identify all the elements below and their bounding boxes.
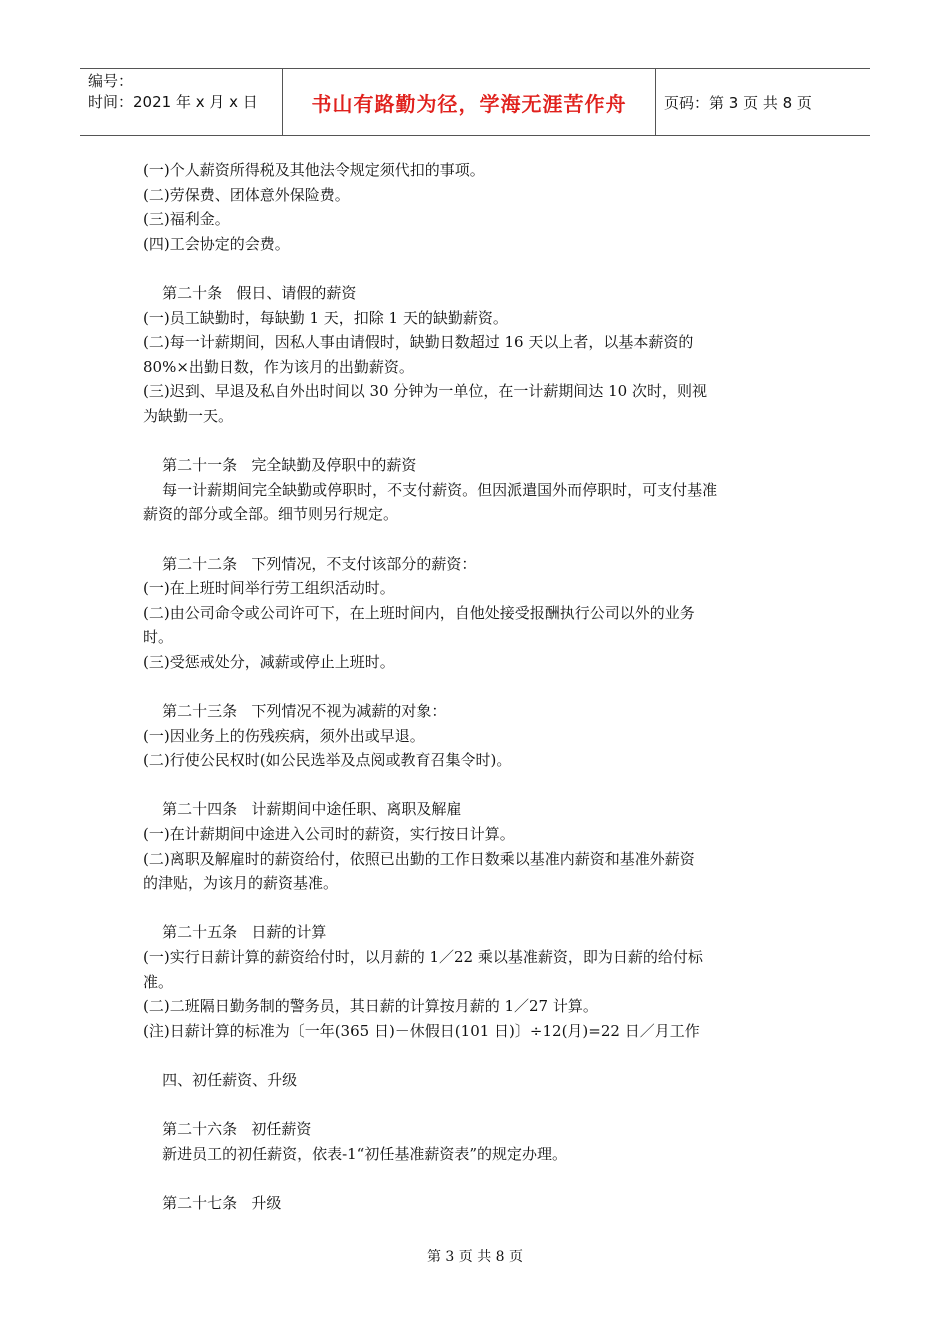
blank-line <box>143 256 803 281</box>
article-heading: 第二十六条 初任薪资 <box>143 1120 312 1139</box>
article-heading: 第二十五条 日薪的计算 <box>143 923 327 942</box>
paragraph-line: (注)日薪计算的标准为〔一年(365 日)－休假日(101 日)〕÷12(月)=22 日／月工作 <box>143 1021 700 1040</box>
paragraph-line: (二)由公司命令或公司许可下，在上班时间内，自他处接受报酬执行公司以外的业务 <box>143 603 695 622</box>
paragraph-line: (一)员工缺勤时，每缺勤 1 天，扣除 1 天的缺勤薪资。 <box>143 308 508 327</box>
paragraph-line: (一)因业务上的伤残疾病，须外出或早退。 <box>143 726 425 745</box>
paragraph-line: 新进员工的初任薪资，依表-1“初任基准薪资表”的规定办理。 <box>143 1144 568 1163</box>
paragraph-line: (一)个人薪资所得税及其他法令规定须代扣的事项。 <box>143 161 485 179</box>
article-heading: 第二十条 假日、请假的薪资 <box>143 283 357 302</box>
blank-line <box>143 1093 803 1118</box>
paragraph-line: (一)在计薪期间中途进入公司时的薪资，实行按日计算。 <box>143 825 515 844</box>
paragraph-line: 每一计薪期间完全缺勤或停职时，不支付薪资。但因派遣国外而停职时，可支付基准 <box>143 480 718 499</box>
blank-line <box>143 896 803 921</box>
serial-label: 编号： <box>88 72 134 90</box>
header-page-info: 页码：第 3 页 共 8 页 <box>664 94 812 112</box>
paragraph-line: (二)离职及解雇时的薪资给付，依照已出勤的工作日数乘以基准内薪资和基准外薪资 <box>143 849 695 868</box>
paragraph-line: (二)行使公民权时(如公民选举及点阅或教育召集令时)。 <box>143 751 512 770</box>
header-meta <box>88 71 278 113</box>
blank-line <box>143 527 803 552</box>
section-heading: 四、初任薪资、升级 <box>143 1070 298 1089</box>
blank-line <box>143 429 803 454</box>
paragraph-line: 薪资的部分或全部。细节则另行规定。 <box>143 505 399 524</box>
blank-line <box>143 1043 803 1068</box>
header-motto: 书山有路勤为径，学海无涯苦作舟 <box>282 69 656 135</box>
article-heading: 第二十七条 升级 <box>143 1193 282 1212</box>
paragraph-line: 准。 <box>143 972 174 991</box>
paragraph-line: (一)实行日薪计算的薪资给付时，以月薪的 1／22 乘以基准薪资，即为日薪的给付标 <box>143 948 703 966</box>
page-footer: 第 3 页 共 8 页 <box>426 1249 524 1265</box>
paragraph-line: (一)在上班时间举行劳工组织活动时。 <box>143 579 395 598</box>
paragraph-line: (二)二班隔日勤务制的警务员，其日薪的计算按月薪的 1／27 计算。 <box>143 997 598 1016</box>
document-body <box>143 158 803 1216</box>
blank-line <box>143 773 803 798</box>
paragraph-line: (四)工会协定的会费。 <box>143 234 290 253</box>
blank-line <box>143 1166 803 1191</box>
paragraph-line: (三)福利金。 <box>143 210 230 229</box>
article-heading: 第二十二条 下列情况，不支付该部分的薪资： <box>143 554 477 573</box>
paragraph-line: 为缺勤一天。 <box>143 406 234 425</box>
paragraph-line: (三)迟到、早退及私自外出时间以 30 分钟为一单位，在一计薪期间达 10 次时，则视 <box>143 382 707 401</box>
time-label: 时间：2021 年 x 月 x 日 <box>88 93 258 111</box>
article-heading: 第二十三条 下列情况不视为减薪的对象： <box>143 702 447 721</box>
article-heading: 第二十四条 计薪期间中途任职、离职及解雇 <box>143 800 462 819</box>
paragraph-line: (二)劳保费、团体意外保险费。 <box>143 185 350 204</box>
paragraph-line: 80%×出勤日数，作为该月的出勤薪资。 <box>143 357 414 376</box>
article-heading: 第二十一条 完全缺勤及停职中的薪资 <box>143 456 417 475</box>
blank-line <box>143 674 803 699</box>
paragraph-line: 时。 <box>143 628 174 647</box>
paragraph-line: (二)每一计薪期间，因私人事由请假时，缺勤日数超过 16 天以上者，以基本薪资的 <box>143 333 694 352</box>
paragraph-line: 的津贴，为该月的薪资基准。 <box>143 874 339 893</box>
paragraph-line: (三)受惩戒处分，减薪或停止上班时。 <box>143 652 395 671</box>
page-header <box>80 68 870 136</box>
